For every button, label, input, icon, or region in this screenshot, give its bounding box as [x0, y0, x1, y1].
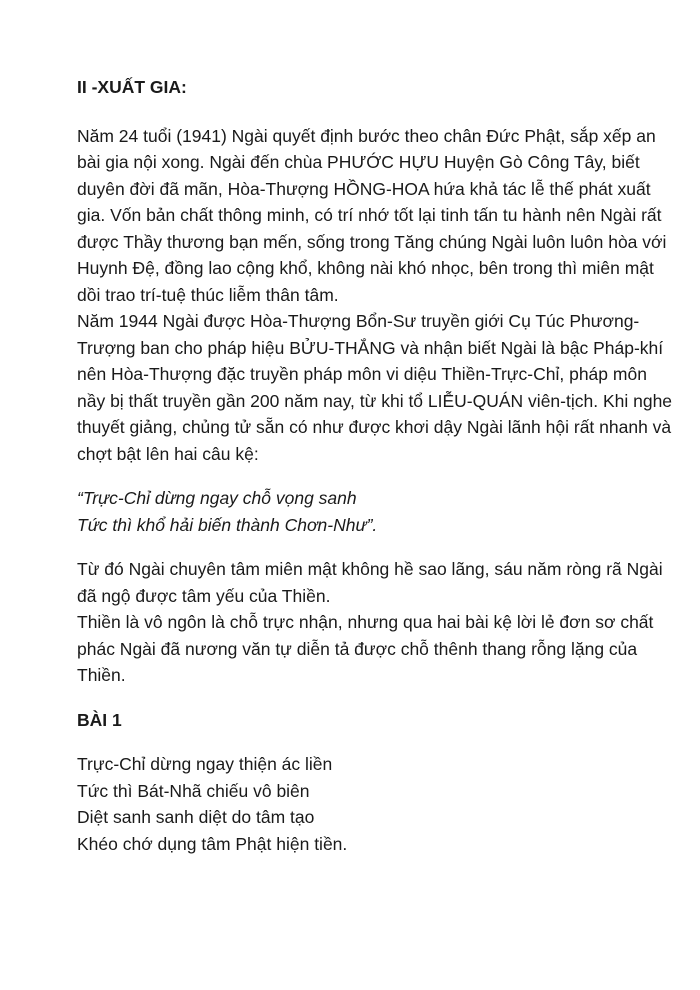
paragraph-ordination: Năm 24 tuổi (1941) Ngài quyết định bước theo chân Đức Phật, sắp xếp an bài gia nội xong. Ngài đến chùa PHƯỚC HỰU Huyện Gò Công Tây, biết duyên đời đã mãn, Hòa-Thượng HỒNG-HOA hứa khả tác lễ thế phát xuất gia. Vốn bản chất thông minh, có trí nhớ tốt lại tinh tấn tu hành nên Ngài rất được Thầy thương bạn mến, sống trong Tăng chúng Ngài luôn luôn hòa với Huynh Đệ, đồng lao cộng khổ, không nài khó nhọc, bên trong thì miên mật dồi trao trí-tuệ thúc liễm thân tâm.: [77, 125, 667, 305]
paragraph-enlightenment: Từ đó Ngài chuyên tâm miên mật không hề sao lãng, sáu năm ròng rã Ngài đã ngộ được tâm yếu của Thiền.: [77, 559, 663, 606]
poem-block: [77, 751, 677, 857]
poem-line: Khéo chớ dụng tâm Phật hiện tiền.: [77, 833, 348, 854]
section-heading: II -XUẤT GIA:: [77, 77, 187, 97]
poem-line: Trực-Chỉ dừng ngay thiện ác liền: [77, 754, 333, 774]
paragraph-dharma-transmission: Năm 1944 Ngài được Hòa-Thượng Bổn-Sư truyền giới Cụ Túc Phương-Trượng ban cho pháp hiệu BỬU-THẮNG và nhận biết Ngài là bậc Pháp-khí nên Hòa-Thượng đặc truyền pháp môn vi diệu Thiền-Trực-Chỉ, pháp môn nầy bị thất truyền gần 200 năm nay, từ khi tổ LIỄU-QUÁN viên-tịch. Khi nghe thuyết giảng, chủng tử sẵn có như được khơi dậy Ngài lãnh hội rất nhanh và chợt bật lên hai câu kệ:: [77, 311, 673, 464]
verse-line: “Trực-Chỉ dừng ngay chỗ vọng sanh: [77, 488, 357, 508]
paragraph-zen-description: Thiền là vô ngôn là chỗ trực nhận, nhưng qua hai bài kệ lời lẻ đơn sơ chất phác Ngài đã nương văn tự diễn tả được chỗ thênh thang rỗng lặng của Thiền.: [77, 612, 654, 685]
verse-block: [77, 485, 677, 538]
poem-title: BÀI 1: [77, 709, 122, 730]
poem-line: Diệt sanh sanh diệt do tâm tạo: [77, 807, 315, 827]
verse-line: Tức thì khổ hải biến thành Chơn-Như”.: [77, 514, 378, 535]
document-page: [77, 74, 677, 857]
poem-line: Tức thì Bát-Nhã chiếu vô biên: [77, 780, 310, 801]
